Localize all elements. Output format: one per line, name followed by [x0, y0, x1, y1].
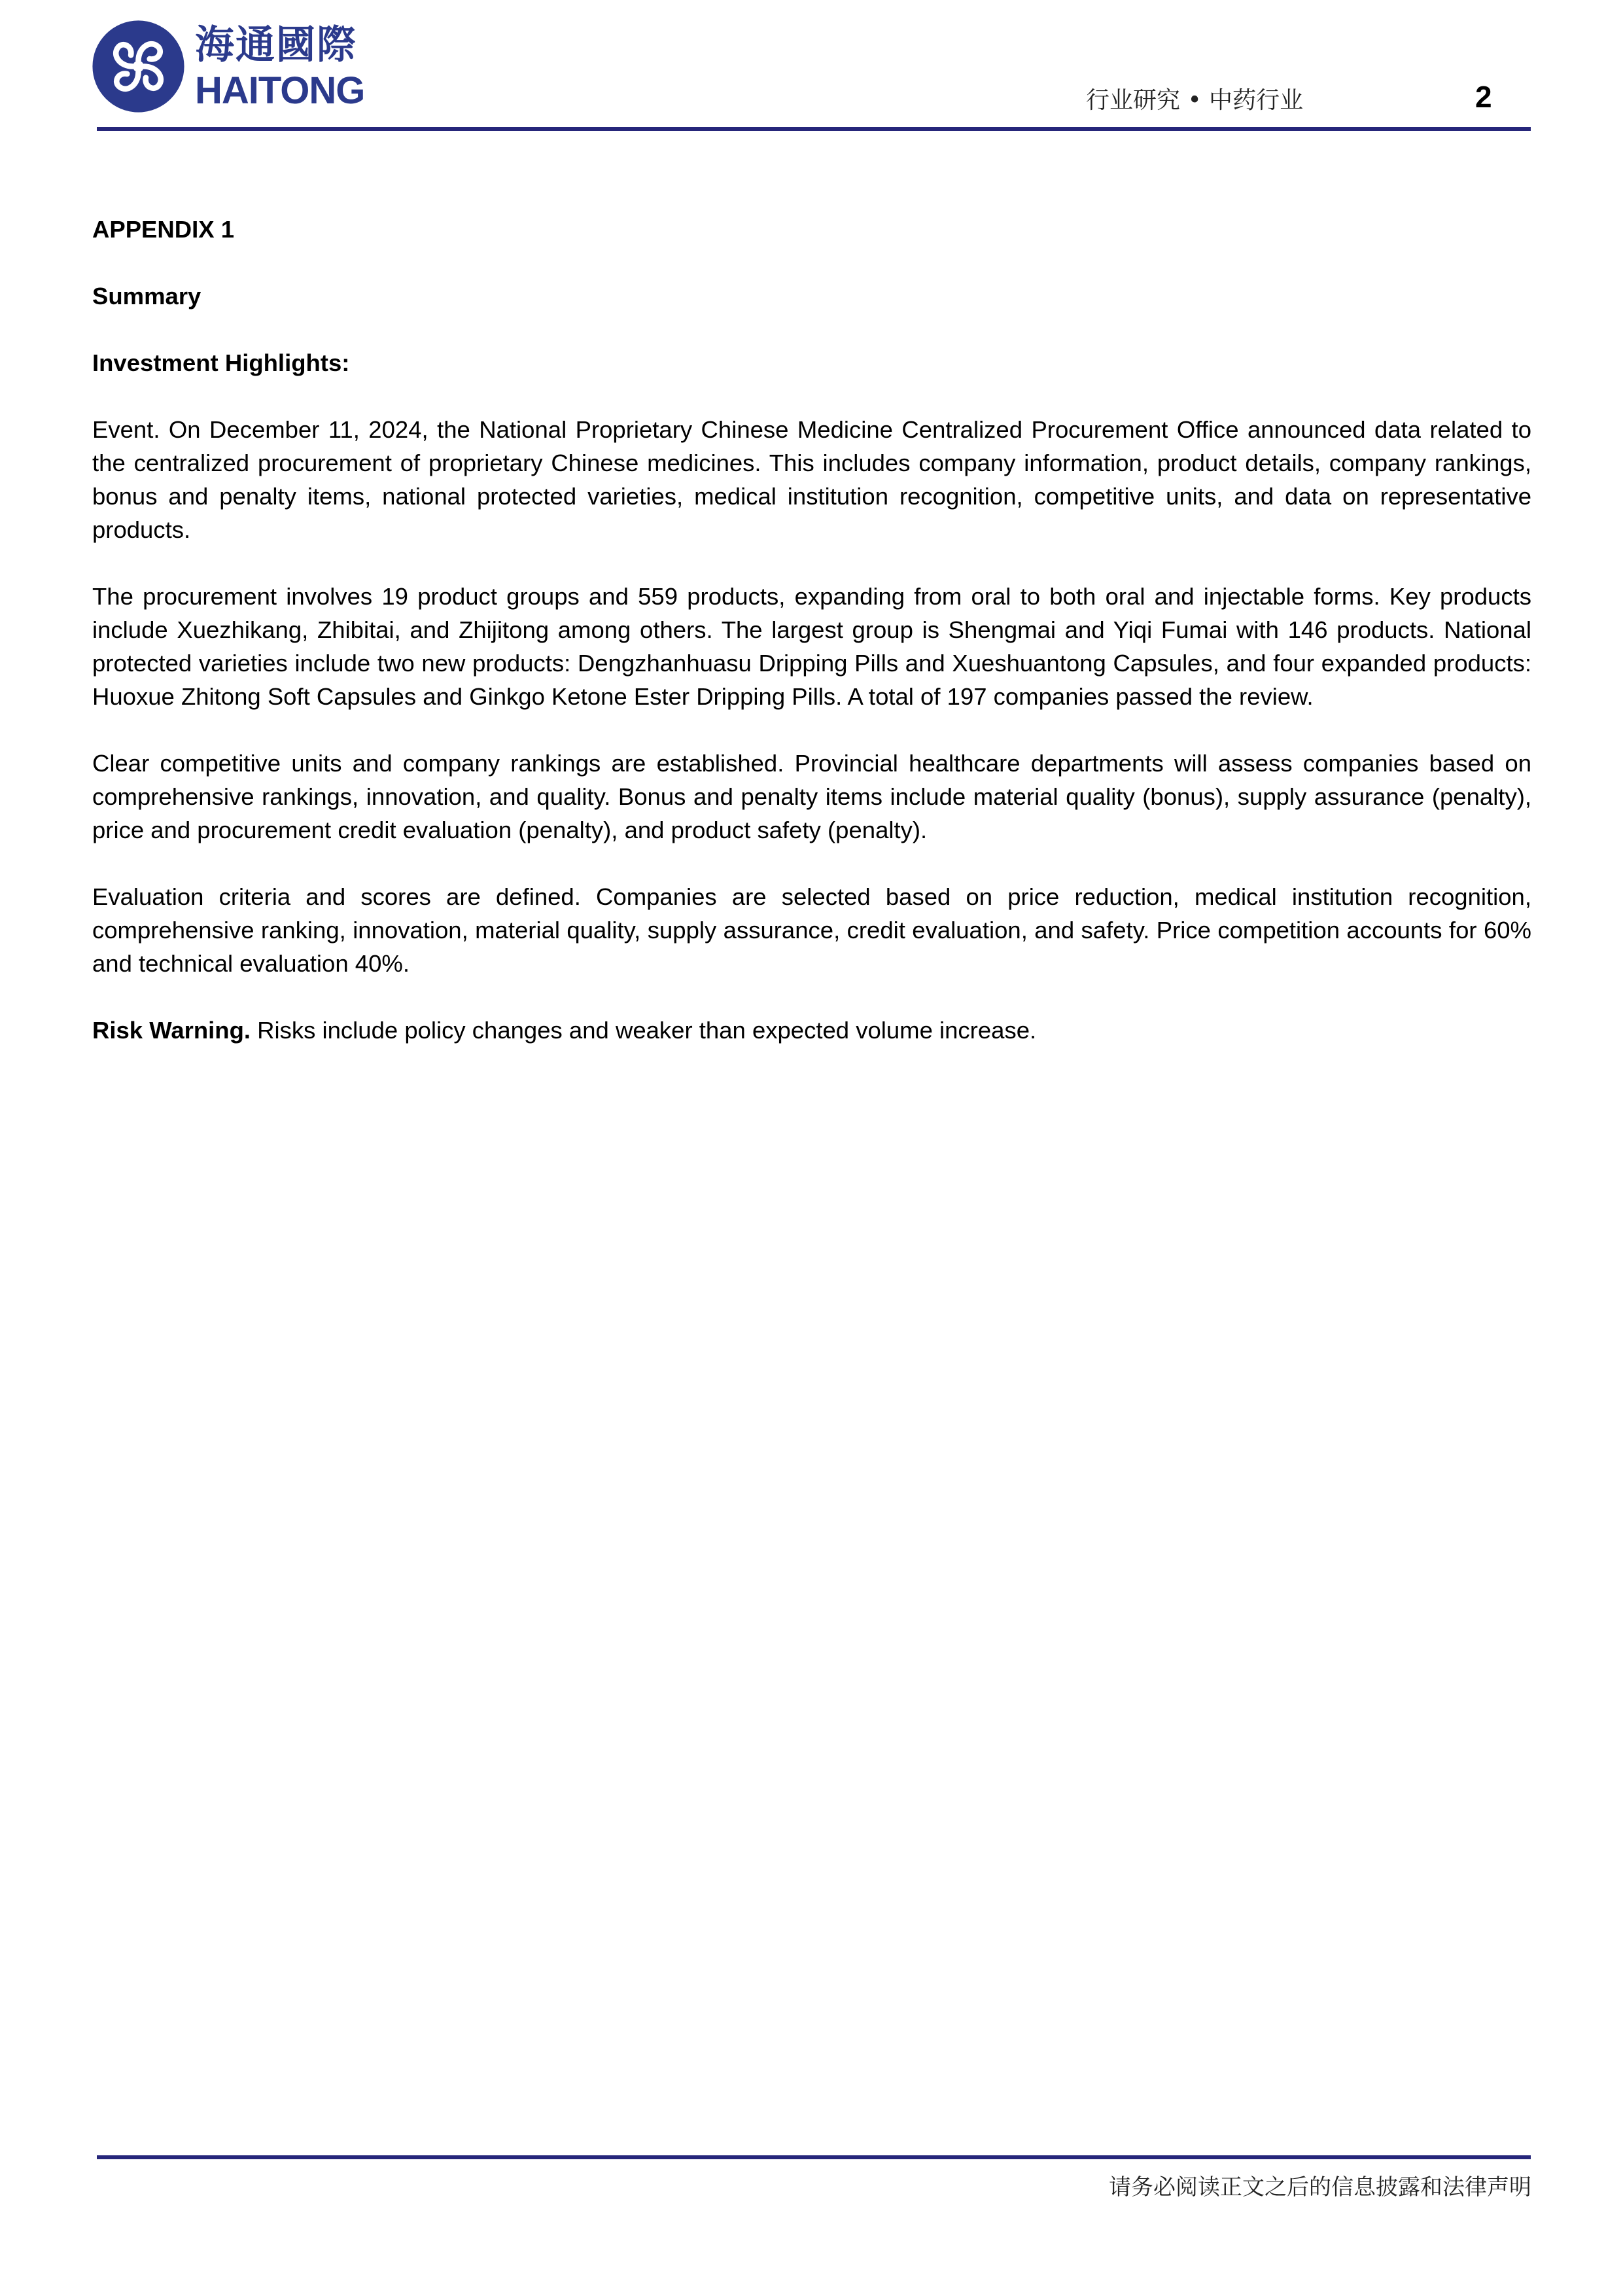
paragraph-evaluation: Evaluation criteria and scores are defined. Companies are selected based on price reduction, medical institution recognition, comprehensive ranking, innovation, material quality, supply assurance, credit evaluation, and safety. Price competition accounts for 60% and technical evaluation 40%.: [92, 883, 1531, 977]
paragraph-procurement: The procurement involves 19 product groups and 559 products, expanding from oral to both oral and injectable forms. Key products include Xuezhikang, Zhibitai, and Zhijitong among others. The largest group is Shengmai and Yiqi Fumai with 146 products. National protected varieties include two new products: Dengzhanhuasu Dripping Pills and Xueshuantong Capsules, and four expanded products: Huoxue Zhitong Soft Capsules and Ginkgo Ketone Ester Dripping Pills. A total of 197 companies passed the review.: [92, 583, 1531, 710]
appendix-title: APPENDIX 1: [92, 216, 235, 243]
highlights-title: Investment Highlights:: [92, 349, 350, 376]
page-number: 2: [1475, 80, 1492, 114]
logo-chinese-name: 海通國際: [195, 22, 357, 68]
report-body: [92, 213, 1531, 1080]
footer-disclaimer: 请务必阅读正文之后的信息披露和法律声明: [1109, 2174, 1531, 2200]
paragraph-risk: [92, 1014, 1531, 1047]
haitong-emblem-icon: [92, 20, 185, 113]
footer-divider: [97, 2155, 1531, 2159]
risk-warning-label: Risk Warning.: [92, 1017, 251, 1044]
paragraph-competitive-units: Clear competitive units and company rankings are established. Provincial healthcare departments will assess companies based on comprehensive rankings, innovation, and quality. Bonus and penalty items include material quality (bonus), supply assurance (penalty), price and procurement credit evaluation (penalty), and product safety (penalty).: [92, 750, 1531, 843]
summary-title: Summary: [92, 283, 201, 309]
report-section-label: 行业研究 • 中药行业: [1086, 87, 1304, 114]
haitong-logo: [92, 20, 366, 115]
header-divider: [97, 127, 1531, 131]
logo-english-name: HAITONG: [195, 69, 365, 112]
risk-warning-text: Risks include policy changes and weaker than expected volume increase.: [251, 1017, 1037, 1044]
paragraph-event: Event. On December 11, 2024, the National Proprietary Chinese Medicine Centralized Procurement Office announced data related to the centralized procurement of proprietary Chinese medicines. This includes company information, product details, company rankings, bonus and penalty items, national protected varieties, medical institution recognition, competitive units, and data on representative products.: [92, 416, 1531, 543]
